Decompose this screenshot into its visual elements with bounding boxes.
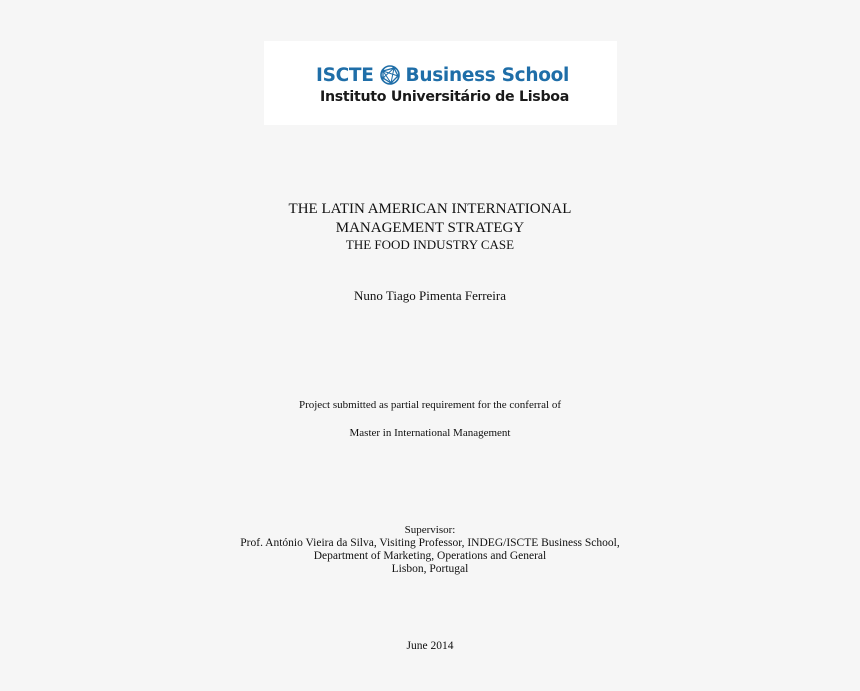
submission-date: June 2014 — [406, 640, 454, 652]
supervisor-name: Prof. António Vieira da Silva, Visiting Professor, INDEG/ISCTE Business School, — [240, 537, 620, 549]
title-line-1: THE LATIN AMERICAN INTERNATIONAL — [288, 201, 572, 217]
subtitle: THE FOOD INDUSTRY CASE — [345, 237, 515, 252]
submission-statement: Project submitted as partial requirement for the conferral of — [298, 399, 562, 411]
logo-brand-left: ISCTE — [316, 64, 374, 86]
supervisor-label: Supervisor: — [404, 524, 456, 536]
logo-brand-line — [316, 61, 569, 89]
logo-brand-right: Business School — [405, 64, 570, 86]
globe-network-icon — [379, 64, 401, 86]
supervisor-department: Department of Marketing, Operations and General — [313, 550, 547, 562]
supervisor-location: Lisbon, Portugal — [391, 563, 469, 575]
author-name: Nuno Tiago Pimenta Ferreira — [353, 288, 506, 303]
title-line-2: MANAGEMENT STRATEGY — [335, 220, 525, 236]
logo-subtitle: Instituto Universitário de Lisboa — [320, 89, 570, 105]
institution-logo — [264, 41, 617, 125]
degree-name: Master in International Management — [349, 427, 511, 439]
